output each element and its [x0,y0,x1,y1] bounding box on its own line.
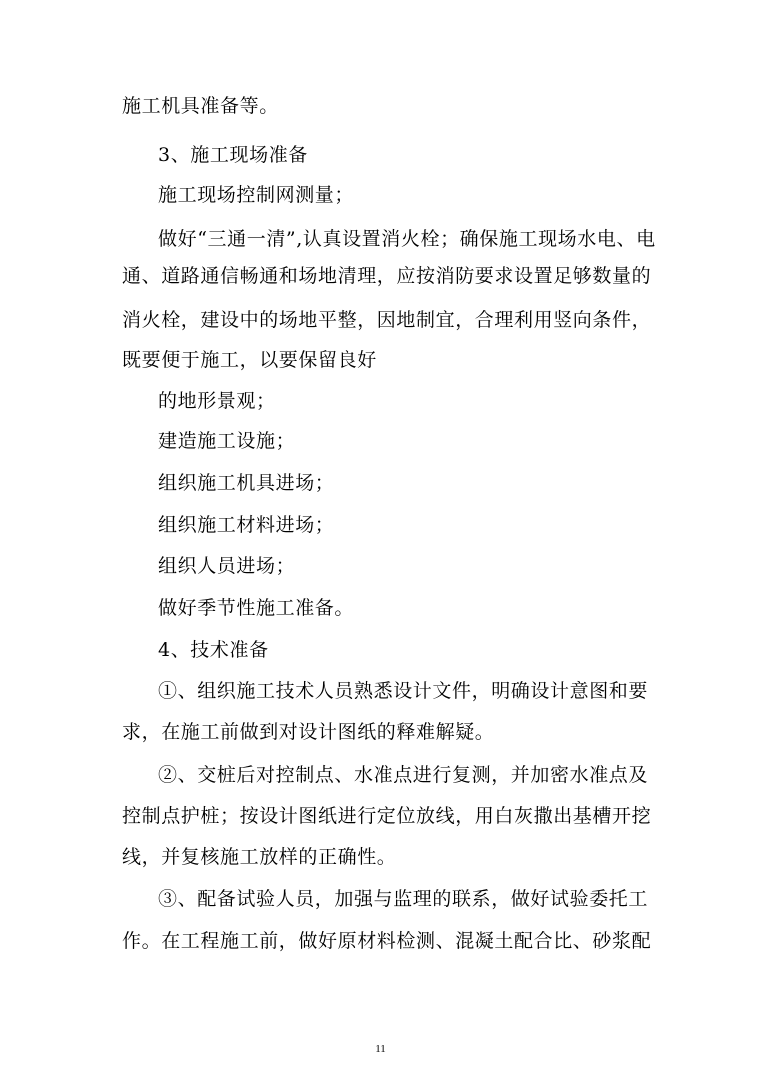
text-line: 通、道路通信畅通和场地清理，应按消防要求设置足够数量的 [122,265,652,287]
text-line: 组织施工机具进场； [158,472,335,494]
text-line: 控制点护桩；按设计图纸进行定位放线，用白灰撒出基槽开挖 [122,805,652,827]
page-number: 11 [375,1043,386,1055]
text-line: 求，在施工前做到对设计图纸的释难解疑。 [122,721,495,743]
text-line: 消火栓，建设中的场地平整，因地制宜，合理利用竖向条件， [122,309,652,331]
text-line: 既要便于施工，以要保留良好 [122,349,377,371]
text-line: 施工现场控制网测量； [158,184,355,206]
text-line: 的地形景观； [158,390,276,412]
text-line: 做好“三通一清”,认真设置消火栓；确保施工现场水电、电 [158,228,656,250]
text-line: ②、交桩后对控制点、水准点进行复测，并加密水准点及 [158,764,649,786]
text-line: 线，并复核施工放样的正确性。 [122,846,397,868]
text-line: 组织施工材料进场； [158,514,335,536]
text-line: ①、组织施工技术人员熟悉设计文件，明确设计意图和要 [158,680,649,702]
text-line: 作。在工程施工前，做好原材料检测、混凝土配合比、砂浆配 [122,930,652,952]
text-line: 建造施工设施； [158,430,296,452]
section-heading: 3、施工现场准备 [158,144,308,166]
text-line: 做好季节性施工准备。 [158,597,355,619]
section-heading: 4、技术准备 [158,639,269,661]
text-line: ③、配备试验人员，加强与监理的联系，做好试验委托工 [158,888,649,910]
text-line: 组织人员进场； [158,555,296,577]
text-line: 施工机具准备等。 [122,95,279,117]
